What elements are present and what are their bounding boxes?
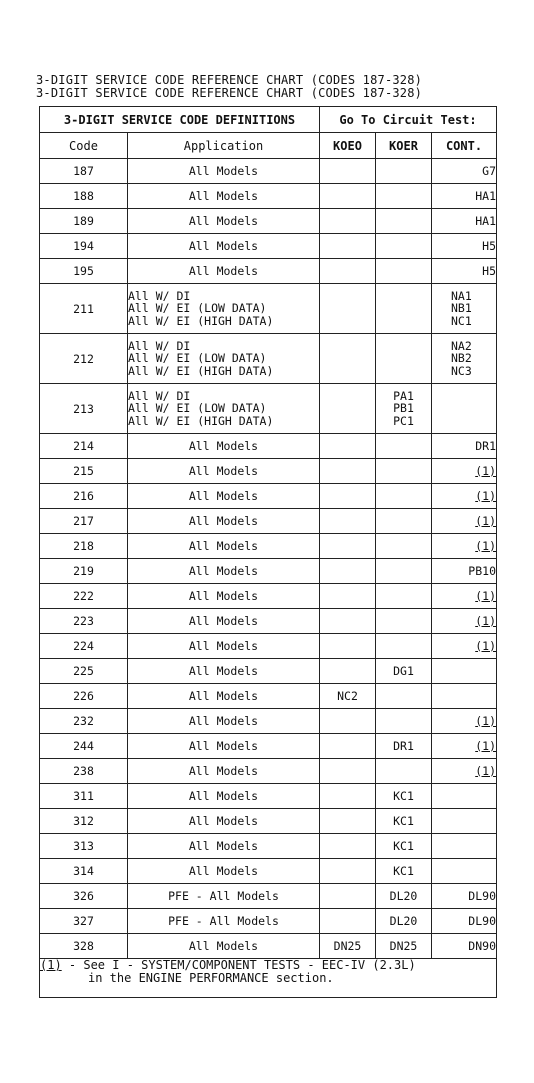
code-cell-text: 194 xyxy=(73,239,94,253)
application-cell xyxy=(128,659,320,684)
application-cell xyxy=(128,509,320,534)
application-cell-text: All Models xyxy=(188,564,259,578)
application-cell-line: All W/ EI (HIGH DATA) xyxy=(128,313,274,328)
table-row xyxy=(40,384,497,434)
code-cell-text: 219 xyxy=(73,564,94,578)
table-row xyxy=(40,459,497,484)
application-cell-text: All Models xyxy=(188,514,259,528)
application-cell-text: All Models xyxy=(188,464,259,478)
koeo-cell xyxy=(320,934,376,959)
koer-cell xyxy=(376,384,432,434)
code-cell-text: 311 xyxy=(73,789,94,803)
application-cell-text: All Models xyxy=(188,839,259,853)
koer-cell xyxy=(376,909,432,934)
cont-cell-text: H5 xyxy=(482,239,496,253)
koeo-cell xyxy=(320,259,376,284)
cont-cell xyxy=(432,809,497,834)
code-cell xyxy=(40,634,128,659)
cont-cell xyxy=(432,384,497,434)
application-cell-text: All Models xyxy=(188,539,259,553)
koeo-cell xyxy=(320,459,376,484)
application-cell xyxy=(128,534,320,559)
koeo-cell xyxy=(320,334,376,384)
application-cell xyxy=(128,909,320,934)
application-cell xyxy=(128,834,320,859)
code-cell xyxy=(40,459,128,484)
application-cell-line: All W/ EI (HIGH DATA) xyxy=(128,363,274,378)
definitions-heading: 3-DIGIT SERVICE CODE DEFINITIONS xyxy=(40,107,320,133)
cont-cell xyxy=(432,534,497,559)
application-cell-text: All Models xyxy=(188,764,259,778)
application-cell xyxy=(128,709,320,734)
code-cell xyxy=(40,909,128,934)
code-cell xyxy=(40,809,128,834)
koer-cell-line: PB1 xyxy=(393,401,414,416)
code-cell-text: 225 xyxy=(73,664,94,678)
application-cell xyxy=(128,684,320,709)
cont-cell xyxy=(432,484,497,509)
koeo-cell xyxy=(320,559,376,584)
application-cell xyxy=(128,559,320,584)
koeo-cell xyxy=(320,384,376,434)
cont-cell-line: NC3 xyxy=(451,363,472,378)
cont-cell-text: (1) xyxy=(475,614,496,628)
header-row-columns xyxy=(40,133,497,159)
cont-cell-text: DL90 xyxy=(468,889,496,903)
koer-cell xyxy=(376,634,432,659)
application-cell-text: All Models xyxy=(188,489,259,503)
application-cell-text: All Models xyxy=(188,439,259,453)
koer-cell xyxy=(376,259,432,284)
table-row xyxy=(40,859,497,884)
cont-column-header: CONT. xyxy=(432,133,497,159)
application-cell xyxy=(128,434,320,459)
koer-cell-text: DN25 xyxy=(389,939,418,953)
table-row xyxy=(40,434,497,459)
application-cell-text: All Models xyxy=(188,614,259,628)
application-cell-line: All W/ DI xyxy=(128,388,191,403)
code-cell xyxy=(40,709,128,734)
koer-cell xyxy=(376,684,432,709)
cont-cell-text: DL90 xyxy=(468,914,496,928)
code-cell xyxy=(40,584,128,609)
koeo-cell xyxy=(320,434,376,459)
cont-cell-text: H5 xyxy=(482,264,496,278)
application-cell-text: All Models xyxy=(188,239,259,253)
application-cell-text: All Models xyxy=(188,164,259,178)
code-cell-text: 232 xyxy=(73,714,94,728)
code-cell xyxy=(40,859,128,884)
cont-cell-text: HA1 xyxy=(475,214,496,228)
table-row xyxy=(40,234,497,259)
code-cell-text: 314 xyxy=(73,864,94,878)
koer-cell-text: DL20 xyxy=(389,889,418,903)
application-cell-text: All Models xyxy=(188,689,259,703)
koer-cell xyxy=(376,734,432,759)
cont-cell-text: DN90 xyxy=(468,939,496,953)
code-cell-text: 187 xyxy=(73,164,94,178)
code-cell-text: 312 xyxy=(73,814,94,828)
chart-title-repeat: 3-DIGIT SERVICE CODE REFERENCE CHART (CODES 187-328) xyxy=(36,86,423,100)
application-cell-line: All W/ DI xyxy=(128,338,191,353)
koer-cell-text: KC1 xyxy=(393,839,414,853)
koeo-cell xyxy=(320,634,376,659)
cont-cell xyxy=(432,684,497,709)
cont-cell xyxy=(432,659,497,684)
cont-cell-line: NB2 xyxy=(451,351,472,366)
koer-cell xyxy=(376,484,432,509)
koer-cell-line: PA1 xyxy=(393,388,414,403)
koeo-cell-text: NC2 xyxy=(337,689,358,703)
cont-cell xyxy=(432,934,497,959)
cont-cell-line: NC1 xyxy=(451,313,472,328)
koeo-cell-text: DN25 xyxy=(333,939,362,953)
application-cell xyxy=(128,209,320,234)
application-cell xyxy=(128,584,320,609)
table-row xyxy=(40,709,497,734)
cont-cell-line: NB1 xyxy=(451,301,472,316)
koer-cell-text: KC1 xyxy=(393,864,414,878)
koer-cell xyxy=(376,809,432,834)
application-cell xyxy=(128,459,320,484)
code-cell-text: 217 xyxy=(73,514,94,528)
code-cell xyxy=(40,759,128,784)
koer-cell xyxy=(376,159,432,184)
code-cell xyxy=(40,934,128,959)
code-cell-text: 313 xyxy=(73,839,94,853)
table-row xyxy=(40,209,497,234)
koer-cell-line: PC1 xyxy=(393,413,414,428)
table-row xyxy=(40,884,497,909)
application-cell xyxy=(128,484,320,509)
application-cell xyxy=(128,284,320,334)
cont-cell-text: (1) xyxy=(475,639,496,653)
koer-cell xyxy=(376,284,432,334)
code-cell xyxy=(40,234,128,259)
application-cell-text: All Models xyxy=(188,714,259,728)
cont-cell-text: (1) xyxy=(475,739,496,753)
koeo-cell xyxy=(320,734,376,759)
table-row xyxy=(40,634,497,659)
koer-cell xyxy=(376,859,432,884)
code-cell-text: 213 xyxy=(73,401,94,416)
cont-cell xyxy=(432,909,497,934)
code-cell xyxy=(40,884,128,909)
application-cell-text: PFE - All Models xyxy=(168,914,279,928)
koer-cell xyxy=(376,234,432,259)
table-row xyxy=(40,734,497,759)
code-cell xyxy=(40,484,128,509)
koeo-cell xyxy=(320,759,376,784)
koer-cell-text: DR1 xyxy=(393,739,414,753)
cont-cell xyxy=(432,709,497,734)
code-cell xyxy=(40,384,128,434)
koeo-column-header: KOEO xyxy=(320,133,376,159)
table-row xyxy=(40,684,497,709)
cont-cell xyxy=(432,634,497,659)
application-cell-line: All W/ EI (HIGH DATA) xyxy=(128,413,274,428)
koer-cell xyxy=(376,459,432,484)
application-cell xyxy=(128,184,320,209)
table-row xyxy=(40,834,497,859)
application-cell-text: All Models xyxy=(188,264,259,278)
koer-cell xyxy=(376,334,432,384)
koer-cell xyxy=(376,934,432,959)
footnote-line2: in the ENGINE PERFORMANCE section. xyxy=(88,971,334,985)
application-cell-text: PFE - All Models xyxy=(168,889,279,903)
application-cell xyxy=(128,259,320,284)
application-cell-line: All W/ EI (LOW DATA) xyxy=(128,401,267,416)
application-cell xyxy=(128,384,320,434)
table-body xyxy=(40,159,497,959)
koeo-cell xyxy=(320,284,376,334)
cont-cell-text: (1) xyxy=(475,764,496,778)
cont-cell xyxy=(432,759,497,784)
application-cell-text: All Models xyxy=(188,639,259,653)
code-cell-text: 216 xyxy=(73,489,94,503)
koer-cell xyxy=(376,834,432,859)
cont-cell-text: (1) xyxy=(475,714,496,728)
application-cell-text: All Models xyxy=(188,189,259,203)
koer-cell-text: KC1 xyxy=(393,814,414,828)
application-cell-text: All Models xyxy=(188,589,259,603)
code-cell-text: 244 xyxy=(73,739,94,753)
cont-cell xyxy=(432,434,497,459)
header-row-top xyxy=(40,107,497,133)
code-cell xyxy=(40,434,128,459)
table-row xyxy=(40,609,497,634)
koeo-cell xyxy=(320,659,376,684)
application-cell xyxy=(128,859,320,884)
cont-cell xyxy=(432,734,497,759)
table-row xyxy=(40,509,497,534)
cont-cell xyxy=(432,584,497,609)
koeo-cell xyxy=(320,534,376,559)
code-cell-text: 222 xyxy=(73,589,94,603)
koeo-cell xyxy=(320,234,376,259)
table-row xyxy=(40,659,497,684)
application-cell-text: All Models xyxy=(188,739,259,753)
code-cell xyxy=(40,509,128,534)
koeo-cell xyxy=(320,184,376,209)
koeo-cell xyxy=(320,584,376,609)
application-cell-text: All Models xyxy=(188,214,259,228)
koeo-cell xyxy=(320,859,376,884)
cont-cell xyxy=(432,259,497,284)
cont-cell xyxy=(432,884,497,909)
koer-cell-text: DG1 xyxy=(393,664,414,678)
koeo-cell xyxy=(320,909,376,934)
cont-cell xyxy=(432,784,497,809)
cont-cell xyxy=(432,859,497,884)
cont-cell-text: (1) xyxy=(475,539,496,553)
code-cell xyxy=(40,184,128,209)
application-cell xyxy=(128,934,320,959)
footnote-marker: (1) xyxy=(40,958,62,972)
koeo-cell xyxy=(320,484,376,509)
koeo-cell xyxy=(320,209,376,234)
cont-cell-line: NA2 xyxy=(451,338,472,353)
koeo-cell xyxy=(320,509,376,534)
table-row xyxy=(40,584,497,609)
cont-cell-text: (1) xyxy=(475,464,496,478)
koeo-cell xyxy=(320,159,376,184)
cont-cell xyxy=(432,284,497,334)
koer-cell xyxy=(376,534,432,559)
koer-cell xyxy=(376,509,432,534)
koeo-cell xyxy=(320,684,376,709)
application-cell-text: All Models xyxy=(188,814,259,828)
footnote-row xyxy=(40,959,497,998)
application-cell xyxy=(128,784,320,809)
cont-cell xyxy=(432,159,497,184)
table-row xyxy=(40,759,497,784)
koer-column-header: KOER xyxy=(376,133,432,159)
application-cell xyxy=(128,759,320,784)
application-cell xyxy=(128,334,320,384)
application-cell-text: All Models xyxy=(188,664,259,678)
table-row xyxy=(40,484,497,509)
table-row xyxy=(40,159,497,184)
application-cell xyxy=(128,809,320,834)
koeo-cell xyxy=(320,884,376,909)
code-cell xyxy=(40,684,128,709)
cont-cell-text: (1) xyxy=(475,514,496,528)
koer-cell xyxy=(376,209,432,234)
application-cell-line: All W/ DI xyxy=(128,288,191,303)
table-row xyxy=(40,534,497,559)
application-cell-text: All Models xyxy=(188,939,259,953)
footnote-line1: - See I - SYSTEM/COMPONENT TESTS - EEC-IV (2.3L) xyxy=(61,958,416,972)
code-cell-text: 224 xyxy=(73,639,94,653)
application-cell-line: All W/ EI (LOW DATA) xyxy=(128,351,267,366)
koer-cell xyxy=(376,184,432,209)
goto-heading: Go To Circuit Test: xyxy=(320,107,497,133)
cont-cell-text: PB10 xyxy=(468,564,496,578)
code-cell-text: 214 xyxy=(73,439,94,453)
koer-cell-text: DL20 xyxy=(389,914,418,928)
code-cell-text: 212 xyxy=(73,351,94,366)
koer-cell xyxy=(376,434,432,459)
cont-cell xyxy=(432,559,497,584)
table-row xyxy=(40,334,497,384)
cont-cell xyxy=(432,609,497,634)
table-row xyxy=(40,784,497,809)
cont-cell xyxy=(432,334,497,384)
table-row xyxy=(40,284,497,334)
cont-cell xyxy=(432,459,497,484)
koeo-cell xyxy=(320,784,376,809)
koer-cell xyxy=(376,584,432,609)
cont-cell xyxy=(432,509,497,534)
code-column-header: Code xyxy=(40,133,128,159)
table-row xyxy=(40,934,497,959)
application-column-header: Application xyxy=(128,133,320,159)
cont-cell xyxy=(432,834,497,859)
application-cell-text: All Models xyxy=(188,864,259,878)
code-cell-text: 195 xyxy=(73,264,94,278)
code-cell-text: 211 xyxy=(73,301,94,316)
code-cell-text: 238 xyxy=(73,764,94,778)
application-cell xyxy=(128,609,320,634)
cont-cell xyxy=(432,184,497,209)
application-cell xyxy=(128,159,320,184)
code-cell xyxy=(40,159,128,184)
code-cell-text: 327 xyxy=(73,914,94,928)
koer-cell xyxy=(376,709,432,734)
chart-title: 3-DIGIT SERVICE CODE REFERENCE CHART (CODES 187-328) xyxy=(36,73,423,87)
code-cell xyxy=(40,559,128,584)
cont-cell-text: DR1 xyxy=(475,439,496,453)
table-row xyxy=(40,184,497,209)
cont-cell-text: (1) xyxy=(475,489,496,503)
table-row xyxy=(40,559,497,584)
cont-cell-text: (1) xyxy=(475,589,496,603)
cont-cell-text: HA1 xyxy=(475,189,496,203)
code-cell-text: 189 xyxy=(73,214,94,228)
koer-cell xyxy=(376,884,432,909)
application-cell xyxy=(128,634,320,659)
koeo-cell xyxy=(320,834,376,859)
cont-cell xyxy=(432,234,497,259)
cont-cell-text: G7 xyxy=(482,164,496,178)
service-code-table xyxy=(39,106,497,998)
application-cell xyxy=(128,734,320,759)
koeo-cell xyxy=(320,809,376,834)
table-row xyxy=(40,259,497,284)
table-row xyxy=(40,909,497,934)
koer-cell xyxy=(376,759,432,784)
code-cell-text: 326 xyxy=(73,889,94,903)
code-cell xyxy=(40,334,128,384)
koer-cell xyxy=(376,659,432,684)
code-cell-text: 226 xyxy=(73,689,94,703)
code-cell xyxy=(40,659,128,684)
code-cell-text: 215 xyxy=(73,464,94,478)
koeo-cell xyxy=(320,609,376,634)
footnote xyxy=(40,959,497,998)
code-cell xyxy=(40,284,128,334)
code-cell xyxy=(40,784,128,809)
koer-cell xyxy=(376,559,432,584)
table-row xyxy=(40,809,497,834)
application-cell-line: All W/ EI (LOW DATA) xyxy=(128,301,267,316)
code-cell xyxy=(40,534,128,559)
koer-cell xyxy=(376,609,432,634)
application-cell xyxy=(128,234,320,259)
code-cell xyxy=(40,734,128,759)
code-cell-text: 188 xyxy=(73,189,94,203)
code-cell xyxy=(40,209,128,234)
koeo-cell xyxy=(320,709,376,734)
code-cell xyxy=(40,834,128,859)
cont-cell-line: NA1 xyxy=(451,288,472,303)
code-cell-text: 218 xyxy=(73,539,94,553)
koer-cell xyxy=(376,784,432,809)
code-cell xyxy=(40,259,128,284)
code-cell-text: 328 xyxy=(73,939,94,953)
application-cell xyxy=(128,884,320,909)
cont-cell xyxy=(432,209,497,234)
koer-cell-text: KC1 xyxy=(393,789,414,803)
code-cell-text: 223 xyxy=(73,614,94,628)
application-cell-text: All Models xyxy=(188,789,259,803)
code-cell xyxy=(40,609,128,634)
